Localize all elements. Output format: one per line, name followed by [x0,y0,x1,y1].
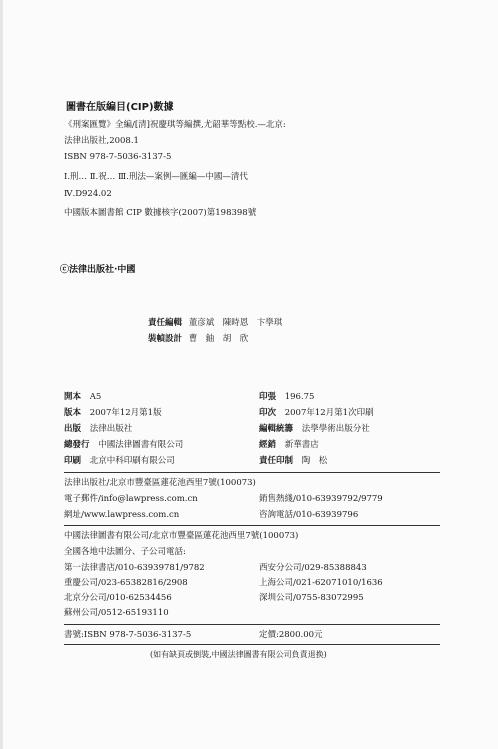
cover-design [148,334,248,345]
branch-value: 法學學術出版分社 [301,424,370,434]
cip-heading: 圖書在版編目(CIP)數據 [66,102,174,113]
print-resp-value: 陶 松 [301,456,328,466]
publisher-value: 法律出版社 [89,424,133,434]
publisher-website: 網址/www.lawpress.com.cn [64,510,180,520]
branch-phone: 北京分公司/010-62534456 [64,593,172,603]
branch-phone: 上海公司/021-62071010/1636 [259,578,383,588]
cip-line-publisher: 法律出版社,2008.1 [64,136,139,146]
branch-phone: 第一法律書店/010-63939781/9782 [64,563,205,573]
format-label: 開本 [64,392,82,402]
seller-label: 經銷 [259,440,277,450]
editor-names: 董彦斌 陳時恩 卞學琪 [188,318,283,328]
branch-phone: 重慶公司/023-65382816/2908 [64,578,188,588]
spec-publisher [64,424,132,435]
spec-seller [259,440,319,451]
spec-edition [64,408,162,419]
spec-distributor [64,440,183,451]
spec-printing [259,408,374,419]
publisher-address: 法律出版社/北京市豐臺區蓮花池西里7號(100073) [64,478,256,488]
cip-line-classification: Ⅳ.D924.02 [64,189,112,199]
responsible-editors [148,318,282,329]
sheets-value: 196.75 [284,392,315,402]
format-value: A5 [89,392,102,402]
publisher-email: 電子郵件/info@lawpress.com.cn [64,494,198,504]
seller-value: 新華書店 [284,440,319,450]
divider [64,525,440,526]
spec-printer [64,456,175,467]
branch-phone-intro: 全國各地中法圖分、子公司電話: [64,547,186,557]
design-names: 曹 鈾 胡 欣 [188,334,249,344]
spec-editorial-branch [259,424,370,435]
return-policy-note: (如有缺頁或倒裝,中國法律圖書有限公司負責退换) [150,650,327,659]
edition-label: 版本 [64,408,82,418]
branch-phone: 蘇州公司/0512-65193110 [64,608,169,618]
spec-format [64,392,101,403]
inquiry-phone: 咨詢電話/010-63939796 [259,510,359,520]
distributor-address: 中國法律圖書有限公司/北京市豐臺區蓮花池西里7號(100073) [64,531,299,541]
copyright-notice: ⓒ法律出版社·中國 [60,265,136,275]
cip-line-record: 中國版本圖書館 CIP 數據核字(2007)第198398號 [64,208,257,218]
branch-phone: 西安分公司/029-85388843 [259,563,367,573]
spec-sheets [259,392,314,403]
book-price: 定價:2800.00元 [259,630,323,640]
printer-value: 北京中科印刷有限公司 [89,456,175,466]
cip-line-isbn: ISBN 978-7-5036-3137-5 [64,152,172,162]
publisher-label: 出版 [64,424,82,434]
editor-label: 責任編輯 [148,318,183,328]
branch-phone: 深圳公司/0755-83072995 [259,593,364,603]
branch-label: 編輯統籌 [259,424,294,434]
printing-value: 2007年12月第1次印刷 [284,408,374,418]
divider [64,624,440,625]
sales-hotline: 銷售熱綫/010-63939792/9779 [259,494,383,504]
distributor-label: 總發行 [64,440,90,450]
sheets-label: 印張 [259,392,277,402]
distributor-value: 中國法律圖書有限公司 [98,440,184,450]
cip-line-subjects: Ⅰ.刑… Ⅱ.祝… Ⅲ.刑法—案例—匯編—中國—清代 [64,172,248,182]
cip-line-title: 《刑案匯覽》全編/[清]祝慶琪等編撰,尤韶華等點校.—北京: [64,120,286,130]
divider [64,472,440,473]
page-edge-shadow [0,0,3,749]
design-label: 裝幀設計 [148,334,183,344]
divider [64,644,440,645]
edition-value: 2007年12月第1版 [89,408,162,418]
book-isbn: 書號:ISBN 978-7-5036-3137-5 [64,630,192,640]
printer-label: 印刷 [64,456,82,466]
printing-label: 印次 [259,408,277,418]
print-resp-label: 責任印制 [259,456,294,466]
spec-print-responsible [259,456,327,467]
